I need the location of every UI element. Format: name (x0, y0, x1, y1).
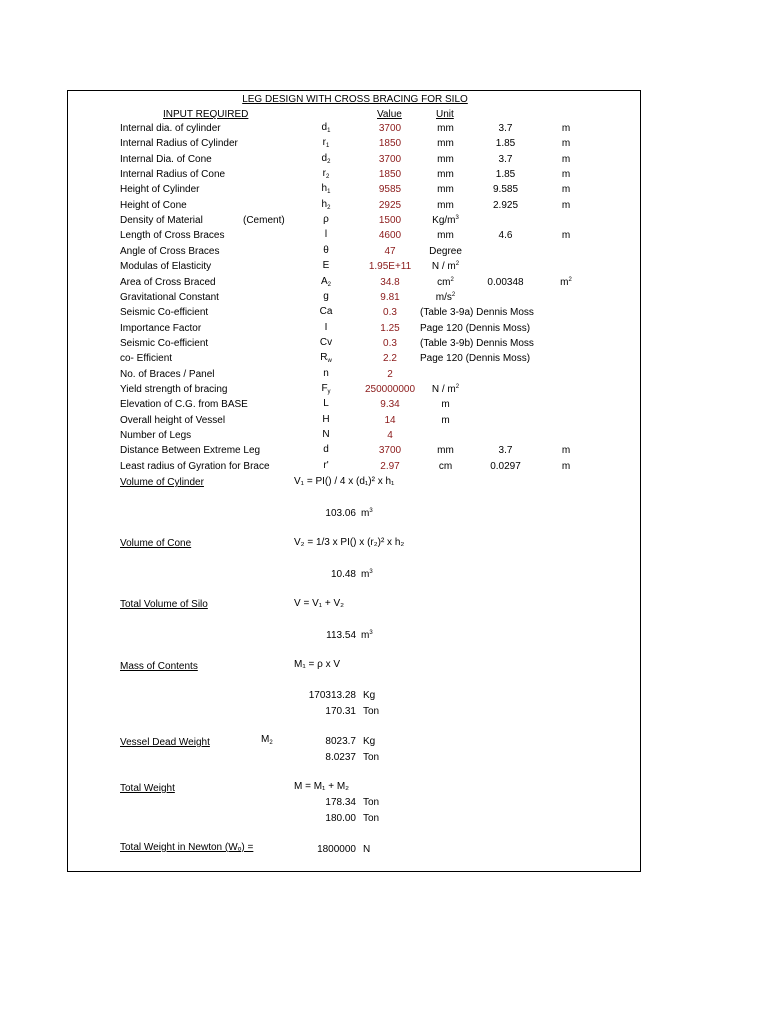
row-symbol: l (324, 229, 328, 240)
row-value: 4 (387, 430, 393, 441)
row-label: Seismic Co-efficient (120, 307, 209, 318)
row-symbol: $r_1$ (322, 137, 330, 149)
row-unit: Page 120 (Dennis Moss) (420, 353, 531, 364)
row-value: 1850 (378, 169, 402, 180)
row-value: 9.34 (380, 399, 400, 410)
header-unit: Unit (436, 109, 454, 120)
row-label: co- Efficient (120, 353, 173, 364)
row-label: Yield strength of bracing (120, 384, 228, 395)
row-unit: $m/s^2$ (435, 292, 456, 303)
row-unit: cm (438, 461, 453, 472)
row-unit: mm (437, 230, 454, 241)
row-symbol: $h_2$ (321, 199, 331, 211)
row-converted-value: 0.00348 (487, 277, 524, 288)
row-converted-value: 1.85 (495, 169, 516, 180)
calc-result-volume-cylinder: 103.06 (325, 508, 356, 519)
row-converted-value: 0.0297 (490, 461, 521, 472)
calc-unit-volume-cylinder: $m^3$ (361, 508, 373, 519)
calc-label-total-volume: Total Volume of Silo (120, 599, 208, 610)
calc-label-total-weight: Total Weight (120, 783, 175, 794)
row-converted-unit: m (561, 154, 571, 165)
row-label: Height of Cone (120, 200, 187, 211)
calc-formula-total-volume: V = V₁ + V₂ (294, 598, 345, 609)
row-symbol: g (323, 291, 329, 302)
row-converted-value: 4.6 (498, 230, 513, 241)
row-value: 250000000 (364, 384, 416, 395)
row-symbol: $h_1$ (321, 183, 331, 195)
row-label: Gravitational Constant (120, 292, 219, 303)
row-unit: mm (437, 138, 454, 149)
row-value: 1.95E+11 (368, 261, 412, 272)
row-label: No. of Braces / Panel (120, 369, 215, 380)
row-symbol: n (323, 368, 329, 379)
calc-label-mass: Mass of Contents (120, 661, 198, 672)
calc-result-weight-newton: 1800000 (317, 844, 356, 855)
row-unit: Degree (429, 246, 462, 257)
row-value: 1.25 (380, 323, 400, 334)
header-value: Value (377, 109, 402, 120)
row-converted-value: 3.7 (498, 123, 513, 134)
row-value: 47 (384, 246, 396, 257)
sheet-title: LEG DESIGN WITH CROSS BRACING FOR SILO (242, 94, 468, 105)
row-value: 3700 (378, 445, 402, 456)
calc-symbol-dead-weight: $M_2$ (261, 734, 273, 746)
calc-result-volume-cone: 10.48 (330, 569, 356, 580)
row-symbol: L (323, 398, 329, 409)
row-unit: mm (437, 445, 454, 456)
row-value: 2925 (378, 200, 402, 211)
row-converted-unit: m (561, 184, 571, 195)
row-converted-value: 3.7 (498, 445, 513, 456)
row-value: 9585 (378, 184, 402, 195)
row-converted-value: 3.7 (498, 154, 513, 165)
calc-unit-mass-kg: Kg (363, 690, 376, 701)
calc-result-dead-ton: 8.0237 (325, 752, 356, 763)
row-value: 0.3 (383, 307, 397, 318)
row-value: 1850 (378, 138, 402, 149)
row-label: Number of Legs (120, 430, 192, 441)
row-unit: (Table 3-9a) Dennis Moss (420, 307, 534, 318)
row-symbol: E (322, 260, 330, 271)
calc-unit-total-weight-2: Ton (363, 813, 380, 824)
row-symbol: $d_2$ (321, 153, 331, 165)
row-unit: mm (437, 200, 454, 211)
row-symbol: θ (323, 245, 329, 256)
calc-unit-dead-ton: Ton (363, 752, 380, 763)
row-unit: m (441, 415, 450, 426)
row-converted-unit: m (561, 230, 571, 241)
row-label: Elevation of C.G. from BASE (120, 399, 248, 410)
row-converted-unit: m (561, 169, 571, 180)
row-label: Importance Factor (120, 323, 202, 334)
calc-label-volume-cylinder: Volume of Cylinder (120, 477, 204, 488)
calc-unit-weight-newton: N (363, 844, 371, 855)
calc-unit-volume-cone: $m^3$ (361, 569, 373, 580)
row-label: Internal Dia. of Cone (120, 154, 212, 165)
calc-formula-volume-cylinder: V₁ = PI() / 4 x (d₁)² x h₁ (294, 476, 395, 487)
row-label: Length of Cross Braces (120, 230, 225, 241)
calc-label-weight-newton: Total Weight in Newton (Wₒ) = (120, 842, 254, 853)
calc-formula-volume-cone: V₂ = 1/3 x PI() x (r₂)² x h₂ (294, 537, 405, 548)
row-symbol: H (322, 414, 330, 425)
row-label: Area of Cross Braced (120, 277, 216, 288)
row-value: 2.2 (383, 353, 397, 364)
row-unit: mm (437, 154, 454, 165)
row-label: Internal dia. of cylinder (120, 123, 221, 134)
row-unit: N / $m^2$ (431, 384, 460, 395)
calc-formula-mass: M₁ = ρ x V (294, 659, 341, 670)
row-label: Distance Between Extreme Leg (120, 445, 261, 456)
row-value: 2 (387, 369, 393, 380)
row-value: 4600 (378, 230, 402, 241)
header-input-required: INPUT REQUIRED (163, 109, 249, 120)
calc-unit-total-weight-1: Ton (363, 797, 380, 808)
row-label: Internal Radius of Cylinder (120, 138, 238, 149)
row-converted-value: 9.585 (492, 184, 519, 195)
row-symbol: I (324, 322, 328, 333)
row-unit: mm (437, 123, 454, 134)
row-converted-unit: $m^2$ (560, 277, 572, 288)
row-value: 14 (384, 415, 396, 426)
row-unit: m (441, 399, 450, 410)
row-unit: (Table 3-9b) Dennis Moss (420, 338, 534, 349)
row-unit: $Kg/m^3$ (432, 215, 459, 226)
row-converted-unit: m (561, 461, 571, 472)
row-symbol: $r_2$ (322, 168, 330, 180)
row-label: Density of Material (120, 215, 203, 226)
row-symbol: $d_1$ (321, 122, 331, 134)
row-converted-unit: m (561, 123, 571, 134)
row-symbol: N (322, 429, 330, 440)
row-value: 34.8 (380, 277, 400, 288)
calc-result-total-weight-2: 180.00 (325, 813, 356, 824)
row-label: Least radius of Gyration for Brace (120, 461, 270, 472)
row-converted-unit: m (561, 200, 571, 211)
row-symbol: Ca (319, 306, 333, 317)
row-value: 0.3 (383, 338, 397, 349)
row-converted-unit: m (561, 138, 571, 149)
row-unit: Page 120 (Dennis Moss) (420, 323, 531, 334)
calc-unit-dead-kg: Kg (363, 736, 376, 747)
row-value: 3700 (378, 123, 402, 134)
row-label: Angle of Cross Braces (120, 246, 220, 257)
row-unit: $cm^2$ (437, 277, 454, 288)
row-value: 1500 (378, 215, 402, 226)
row-label: Height of Cylinder (120, 184, 200, 195)
row-symbol: d (323, 444, 329, 455)
row-unit: mm (437, 169, 454, 180)
row-label: Seismic Co-efficient (120, 338, 209, 349)
row-symbol: $F_y$ (321, 383, 331, 395)
row-value: 3700 (378, 154, 402, 165)
calc-label-dead-weight: Vessel Dead Weight (120, 737, 210, 748)
row-label: Internal Radius of Cone (120, 169, 226, 180)
row-converted-value: 2.925 (492, 200, 519, 211)
calc-label-volume-cone: Volume of Cone (120, 538, 192, 549)
calc-result-total-volume: 113.54 (326, 630, 356, 641)
row-unit: mm (437, 184, 454, 195)
row-converted-unit: m (561, 445, 571, 456)
design-sheet (67, 90, 641, 872)
row-symbol: r' (323, 460, 329, 471)
row-symbol: $A_2$ (320, 276, 331, 288)
row-label: Overall height of Vessel (120, 415, 226, 426)
row-symbol: Cv (319, 337, 333, 348)
row-label: Modulas of Elasticity (120, 261, 212, 272)
row-converted-value: 1.85 (495, 138, 516, 149)
calc-formula-total-weight: M = M₁ + M₂ (294, 781, 350, 792)
row-value: 2.97 (380, 461, 400, 472)
calc-result-total-weight-1: 178.34 (325, 797, 356, 808)
calc-result-mass-kg: 170313.28 (308, 690, 356, 701)
row-unit: N / $m^2$ (431, 261, 460, 272)
row-value: 9.81 (380, 292, 400, 303)
row-symbol: ρ (323, 214, 329, 225)
calc-unit-total-volume: $m^3$ (361, 630, 373, 641)
row-label-extra: (Cement) (243, 215, 285, 226)
calc-result-mass-ton: 170.31 (325, 706, 356, 717)
row-symbol: $R_w$ (320, 352, 332, 364)
calc-result-dead-kg: 8023.7 (325, 736, 356, 747)
calc-unit-mass-ton: Ton (363, 706, 380, 717)
